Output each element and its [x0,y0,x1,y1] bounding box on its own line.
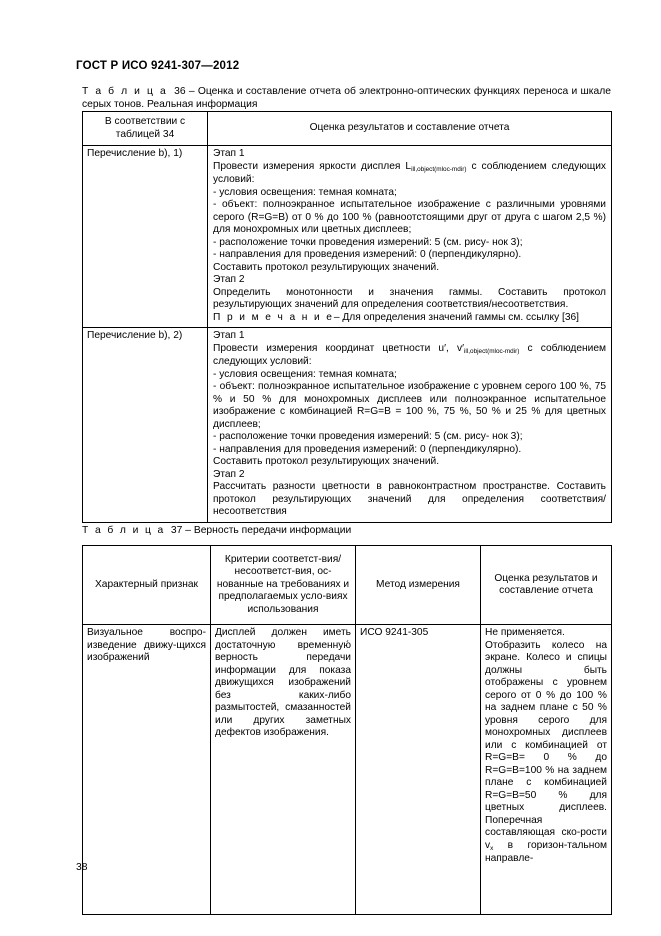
table-37-header-feature: Характерный признак [83,546,211,625]
table-37-cell-criteria: Дисплей должен иметь достаточную временную́ верность передачи информации для показа движущихся изображений без каких-либо размытостей, смазанностей или других заметных дефектов изображения. [211,625,356,915]
stage-label-2: Этап 2 [213,468,245,480]
measurement-instruction-text: Провести измерения яркости дисплея L [213,160,412,172]
table-36-row2-ref: Перечисление b), 2) [83,328,208,523]
table-37-header-method: Метод измерения [356,546,481,625]
condition-lighting: - условия освещения: темная комната; [213,186,397,198]
table-36-caption-text: – Оценка и составление отчета об электронно-оптических функциях переноса и шкале серых тонов. Реальная информация [82,86,611,111]
condition-direction: - направления для проведения измерений: 0 (перпендикулярно). [213,249,522,260]
page-number: 38 [76,862,88,873]
measurement-instruction [213,161,606,187]
table-37-cell-method: ИСО 9241-305 [356,625,481,915]
condition-location: - расположение точки проведения измерений: 5 (см. рису- нок 3); [213,236,523,248]
table-36-caption-label: Т а б л и ц а [82,86,168,97]
measurement-instruction-tail: с соблюдением следующих условий: [213,160,607,185]
table-36-header-col1-line2: таблицей 34 [115,128,175,140]
table-37-header-criteria: Критерии соответст-вия/несоответст-вия, ос-нованные на требованиях и предполагаемых усло-виях использования [211,546,356,625]
table-row [83,146,612,328]
table-37-cell-evaluation [481,625,612,915]
report-instruction: Составить протокол результирующих значений. [213,456,440,467]
table-36-row1-ref: Перечисление b), 1) [83,146,208,328]
condition-direction: - направления для проведения измерений: 0 (перпендикулярно). [213,443,522,455]
note-label: П р и м е ч а н и е [213,311,334,323]
stage-2-instruction: Определить монотонности и значения гаммы. Составить протокол результирующих значений для определения соответствия/несоответствия. [213,286,606,310]
condition-object: - объект: полноэкранное испытательное изображение с уровнем серого 100 %, 75 % и 50 % для монохромных дисплеев или полноэкранное испытательное изображение с комбинацией R=G=B = 100 %, 75 %, 50 % и 25 % для цветных дисплеев; [213,381,606,430]
stage-2-instruction: Рассчитать разности цветности в равноконтрастном пространстве. Составить протокол результирующих значений для определения соответствия/несоответствия [213,481,606,517]
velocity-subscript: x [490,844,494,852]
stage-label: Этап 1 [213,148,245,159]
luminance-subscript: ill,object(mloc-mdir) [411,165,467,173]
condition-object: - объект: полноэкранное испытательное изображение с различными уровнями серого (R=G=B) от 0 % до 100 % (равноотстоящими друг от друга с шагом 2,5 %) для монохромных или цветных дисплеев; [213,199,606,235]
chromaticity-instruction [213,343,606,369]
evaluation-first-line: Не применяется. [485,627,565,638]
table-36-caption [82,85,611,111]
table-37-caption-text: – Верность передачи информации [185,525,352,536]
table-36-header-col2: Оценка результатов и составление отчета [208,112,612,146]
stage-label: Этап 1 [213,330,245,341]
condition-location: - расположение точки проведения измерений: 5 (см. рису- нок 3); [213,431,523,442]
evaluation-body-text: Отобразить колесо на экране. Колесо и спицы должны быть отображены с уровнем серого от 0 % до 100 % на заднем плане с 50 % уровня серого для монохромных дисплеев или с комбинацией от R=G=B= 0 % до R=G=B=100 % на заднем плане с комбинацией R=G=B=50 % для цветных дисплеев. Поперечная составляющая ско-рости v [485,639,607,851]
chromaticity-instruction-text: Провести измерения координат цветности u′, v′ [213,342,464,354]
table-37-header-row [83,546,612,625]
table-36-caption-number: 36 [174,86,186,97]
table-36 [82,111,612,523]
table-36-header-col1 [83,112,208,146]
table-row [83,625,612,915]
report-instruction: Составить протокол результирующих значений. [213,261,440,273]
note-text: – Для определения значений гаммы см. ссылку [36] [333,311,579,323]
table-36-header-row [83,112,612,146]
table-row [83,328,612,523]
evaluation-body [485,640,607,866]
table-37-caption-label: Т а б л и ц а [82,525,166,536]
evaluation-body-tail: в горизон-тальном направле- [485,839,607,864]
condition-lighting: - условия освещения: темная комната; [213,368,397,380]
stage-label-2: Этап 2 [213,274,245,285]
table-37-caption [82,524,611,537]
table-36-row2-content [208,328,612,523]
chromaticity-instruction-tail: с соблюдением следующих условий: [213,342,606,367]
chromaticity-subscript: ill,object(mloc-mdir) [463,347,520,355]
table-36-header-col1-line1: В соответствии с [104,116,186,127]
table-37-caption-number: 37 [170,525,183,536]
standard-header: ГОСТ Р ИСО 9241-307—2012 [76,60,240,72]
note-line [213,312,606,325]
table-37-header-evaluation: Оценка результатов и составление отчета [481,546,612,625]
table-37-cell-feature: Визуальное воспро-изведение движу-щихся изображений [83,625,211,915]
table-37 [82,545,612,915]
table-36-row1-content [208,146,612,328]
